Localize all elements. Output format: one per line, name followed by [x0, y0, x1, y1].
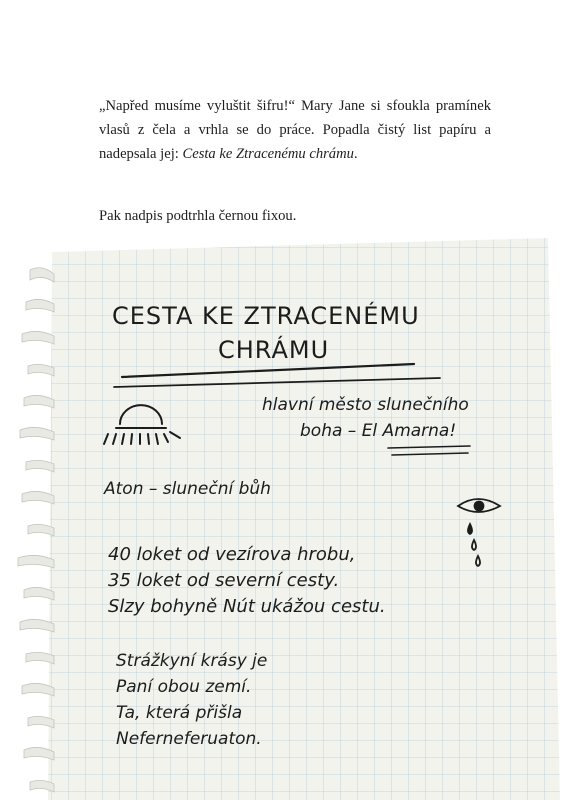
capital-line-2: boha – El Amarna! [300, 421, 457, 441]
verse-line-1: Strážkyní krásy je [116, 651, 268, 671]
notebook-page-illustration [0, 230, 566, 800]
clue-line-2: 35 loket od severní cesty. [108, 570, 340, 591]
verse-line-4: Neferneferuaton. [116, 729, 262, 749]
verse-line-2: Paní obou zemí. [116, 677, 252, 697]
capital-line-1: hlavní město slunečního [262, 395, 469, 415]
note-title-italic: Cesta ke Ztracenému chrámu [182, 146, 354, 162]
clue-line-3: Slzy bohyně Nút ukážou cestu. [108, 596, 386, 617]
narration-text-2: Pak nadpis podtrhla černou fixou. [99, 208, 297, 224]
quote-text: „Napřed musíme vyluštit šifru!“ [99, 98, 295, 114]
note-title-line-1: CESTA KE ZTRACENÉMU [112, 302, 420, 330]
clue-line-1: 40 loket od vezírova hrobu, [108, 544, 356, 565]
verse-line-3: Ta, která přišla [116, 703, 243, 723]
narration-text: Mary Jane si sfoukla pramínek vlasů z čela a vrhla se do práce. Popadla čistý list papíru a nadepsala jej: [99, 98, 491, 162]
torn-spiral-edge [18, 268, 54, 792]
aton-line: Aton – sluneční bůh [104, 479, 271, 499]
sentence-end: . [353, 146, 358, 162]
note-title-line-2: CHRÁMU [218, 336, 330, 364]
story-paragraph-2 [99, 204, 491, 228]
story-paragraph-1 [99, 94, 491, 166]
